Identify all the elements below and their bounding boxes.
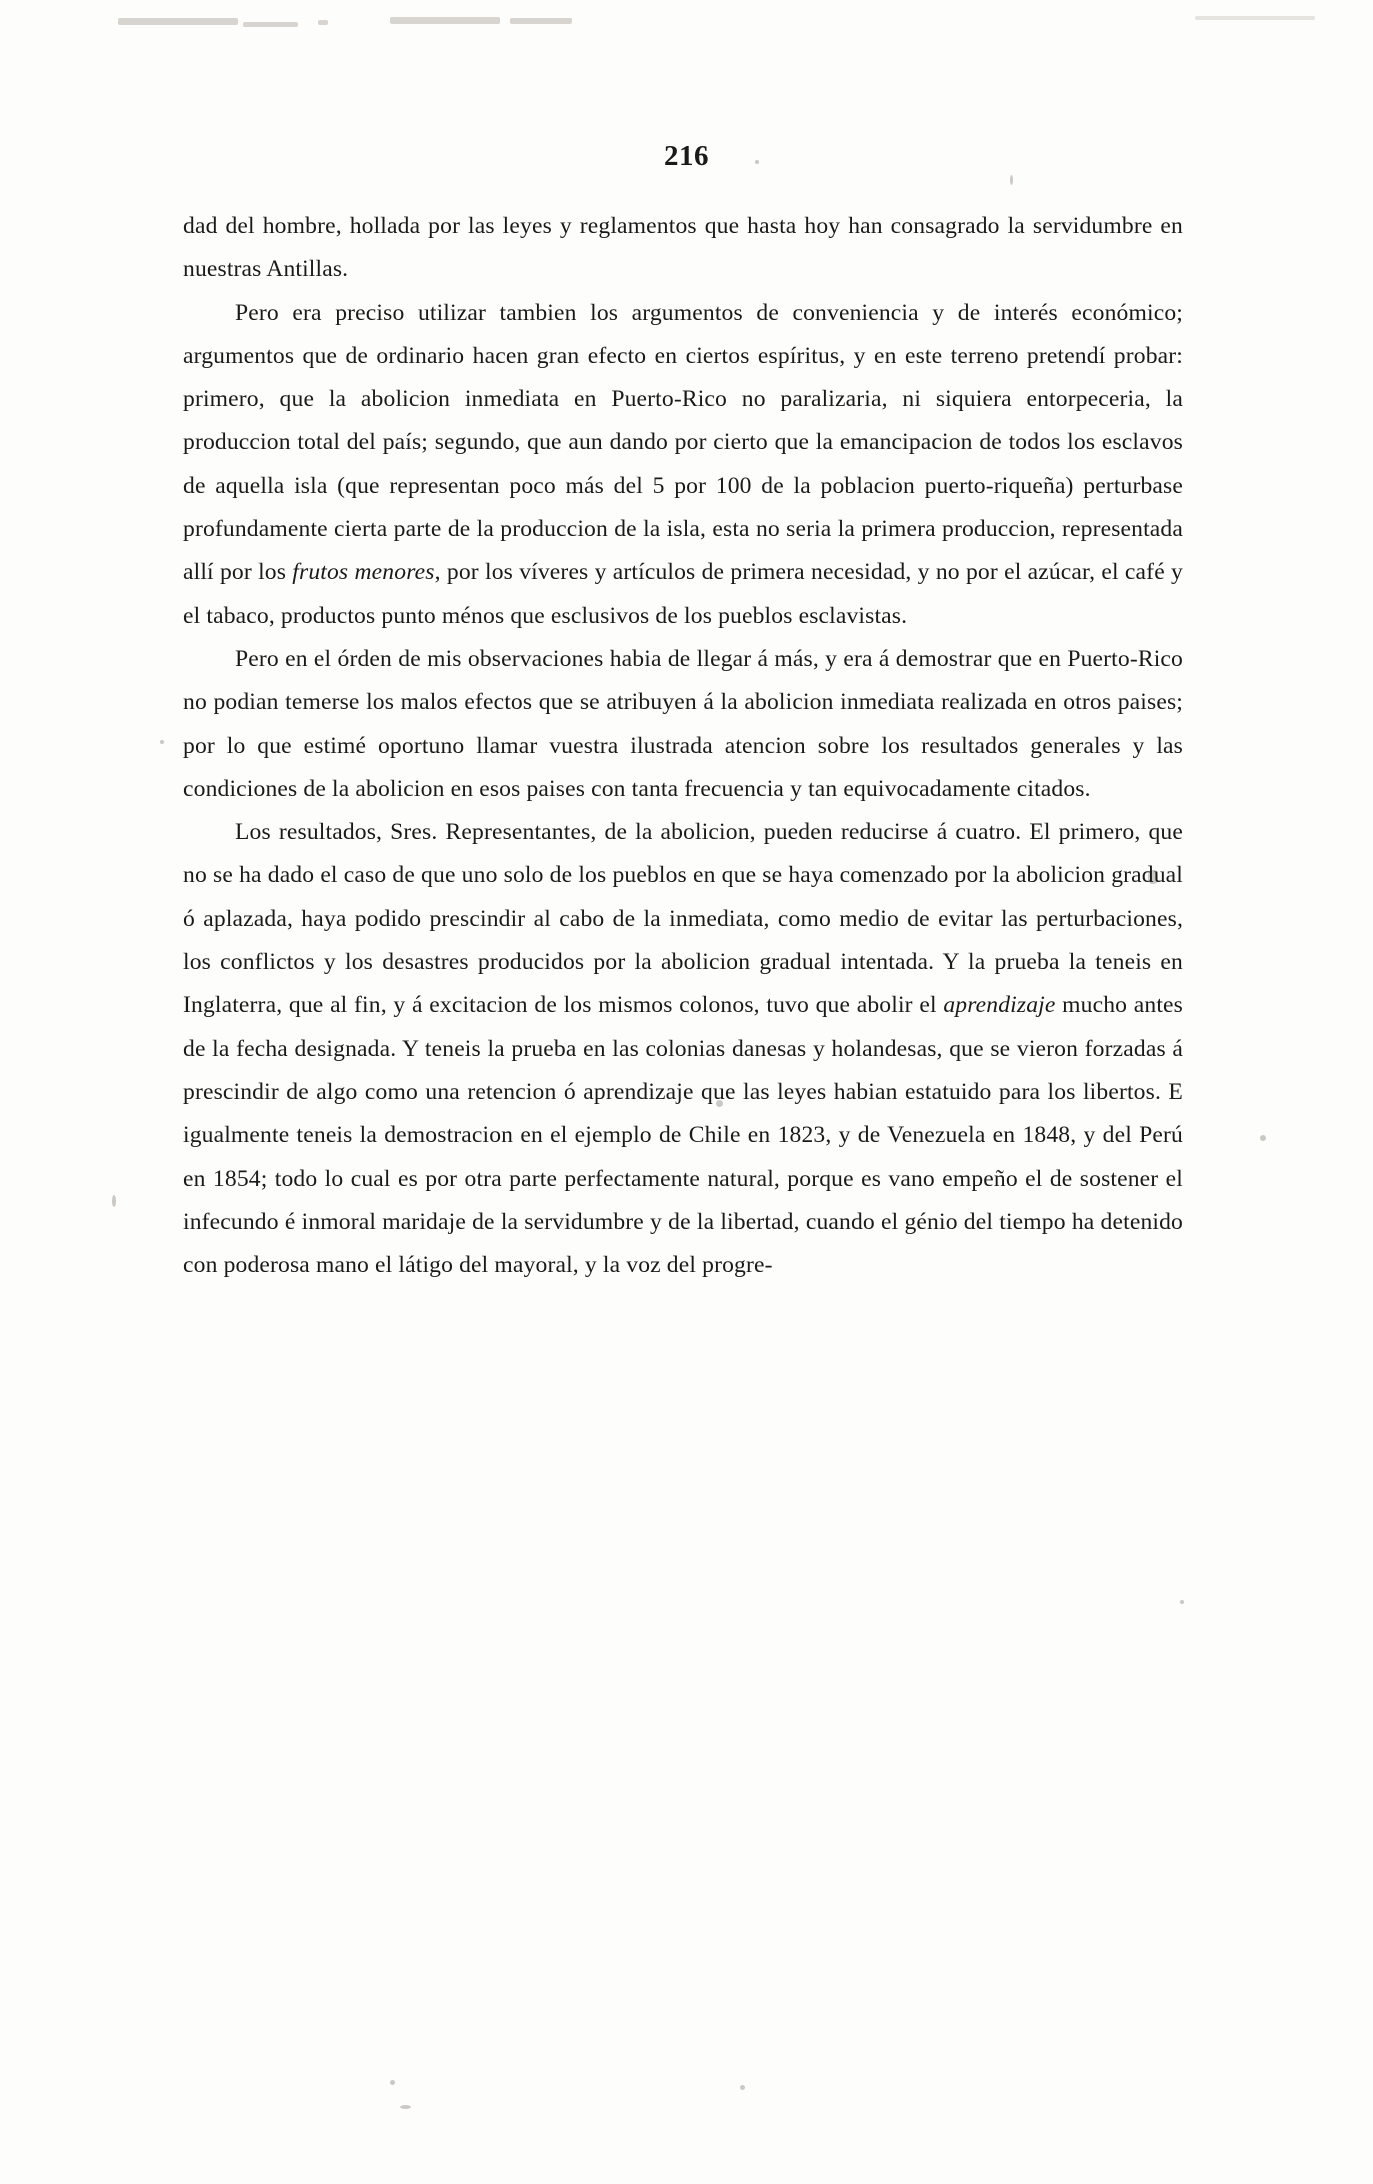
page-number: 216 — [664, 140, 709, 172]
scan-artifact — [318, 20, 328, 25]
paragraph — [183, 811, 1183, 1287]
scan-artifact — [390, 17, 500, 24]
scan-speck — [400, 2105, 411, 2109]
italic-run: frutos menores — [292, 559, 435, 586]
paragraph — [183, 638, 1183, 811]
text-run: Pero era preciso utilizar tambien los argumentos de conveniencia y de interés económico; argumentos que de ordinario hacen gran efecto en ciertos espíritus, y en este terreno pretendí probar: primero, que la abolicion inmediata en Puerto-Rico no paralizaria, ni siquiera entorpeceria, la produccion total del país; segundo, que aun dando por cierto que la emancipacion de todos los esclavos de aquella isla (que representan poco más del 5 por 100 de la poblacion puerto-riqueña) perturbase profundamente cierta parte de la produccion de la isla, esta no seria la primera produccion, representada allí por los — [183, 299, 1183, 586]
scan-speck — [112, 1195, 116, 1207]
italic-run: aprendizaje — [943, 992, 1056, 1019]
scan-speck — [1180, 1600, 1184, 1604]
text-run: , por los víveres y artículos de primera necesidad, y no por el azúcar, el café y el tabaco, productos punto ménos que esclusivos de los pueblos esclavistas. — [183, 559, 1183, 629]
paragraph — [183, 292, 1183, 638]
scan-artifact — [510, 18, 572, 24]
scan-speck — [160, 740, 164, 744]
document-body — [183, 205, 1183, 1287]
scan-speck — [1010, 175, 1013, 185]
text-run: mucho antes de la fecha designada. Y teneis la prueba en las colonias danesas y holandesas, que se vieron forzadas á prescindir de algo como una retencion ó aprendizaje que las leyes habian estatuido para los libertos. E igualmente teneis la demostracion en el ejemplo de Chile en 1823, y de Venezuela en 1848, y del Perú en 1854; todo lo cual es por otra parte perfectamente natural, porque es vano empeño el de sostener el infecundo é inmoral maridaje de la servidumbre y de la libertad, cuando el génio del tiempo ha detenido con poderosa mano el látigo del mayoral, y la voz del progre- — [183, 992, 1184, 1279]
scan-speck — [740, 2085, 745, 2090]
text-run: dad del hombre, hollada por las leyes y reglamentos que hasta hoy han consagrado la servidumbre en nuestras Antillas. — [183, 213, 1183, 283]
text-run: Pero en el órden de mis observaciones habia de llegar á más, y era á demostrar que en Puerto-Rico no podian temerse los malos efectos que se atribuyen á la abolicion inmediata realizada en otros paises; por lo que estimé oportuno llamar vuestra ilustrada atencion sobre los resultados generales y las condiciones de la abolicion en esos paises con tanta frecuencia y tan equivocadamente citados. — [183, 645, 1183, 802]
scan-artifact — [118, 18, 238, 25]
scan-speck — [1260, 1135, 1266, 1141]
scan-artifact — [1195, 16, 1315, 20]
scan-speck — [390, 2080, 395, 2085]
scan-artifact — [243, 22, 298, 27]
text-run: Los resultados, Sres. Representantes, de la abolicion, pueden reducirse á cuatro. El primero, que no se ha dado el caso de que uno solo de los pueblos en que se haya comenzado por la abolicion gradual ó aplazada, haya podido prescindir al cabo de la inmediata, como medio de evitar las perturbaciones, los conflictos y los desastres producidos por la abolicion gradual intentada. Y la prueba la teneis en Inglaterra, que al fin, y á excitacion de los mismos colonos, tuvo que abolir el — [183, 819, 1183, 1019]
paragraph — [183, 205, 1183, 292]
